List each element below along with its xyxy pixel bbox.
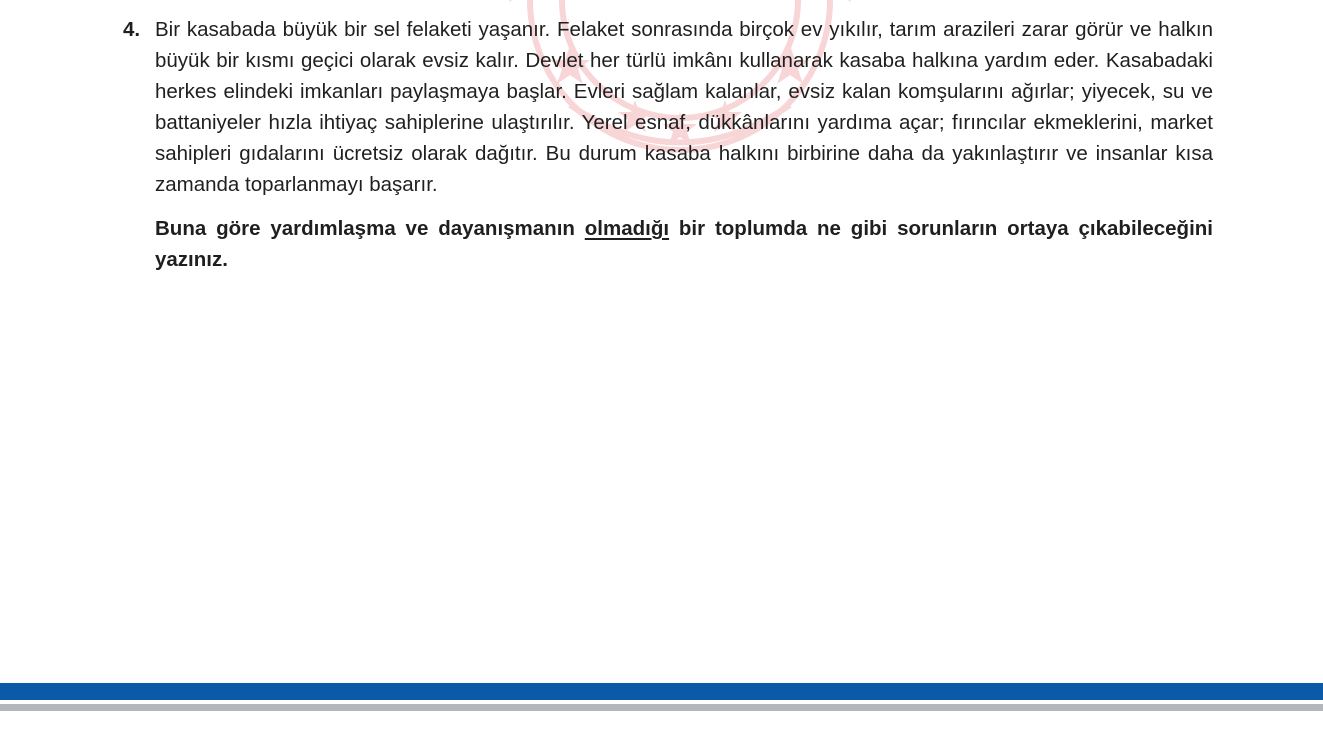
question-4 [123, 14, 1213, 275]
question-paragraph: Bir kasabada büyük bir sel felaketi yaşanır. Felaket sonrasında birçok ev yıkılır, tarım arazileri zarar görür ve halkın büyük bir kısmı geçici olarak evsiz kalır. Devlet her türlü imkânı kullanarak kasaba halkına yardım eder. Kasabadaki herkes elindeki imkanları paylaşmaya başlar. Evleri sağlam kalanlar, evsiz kalan komşularını ağırlar; yiyecek, su ve battaniyeler hızla ihtiyaç sahiplerine ulaştırılır. Yerel esnaf, dükkânlarını yardıma açar; fırıncılar ekmeklerini, market sahipleri gıdalarını ücretsiz olarak dağıtır. Bu durum kasaba halkını birbirine daha da yakınlaştırır ve insanlar kısa zamanda toparlanmayı başarır. [155, 18, 1213, 196]
prompt-text-before: Buna göre yardımlaşma ve dayanışmanın [155, 217, 585, 240]
prompt-underlined-word: olmadığı [584, 217, 670, 240]
prompt-text-after: bir toplumda ne gibi sorunların ortaya çıkabileceğini yazınız. [155, 217, 1213, 271]
question-number: 4. [123, 18, 141, 41]
footer-blue-bar [0, 683, 1323, 700]
question-prompt [155, 213, 1213, 275]
footer-gray-bar [0, 704, 1323, 711]
